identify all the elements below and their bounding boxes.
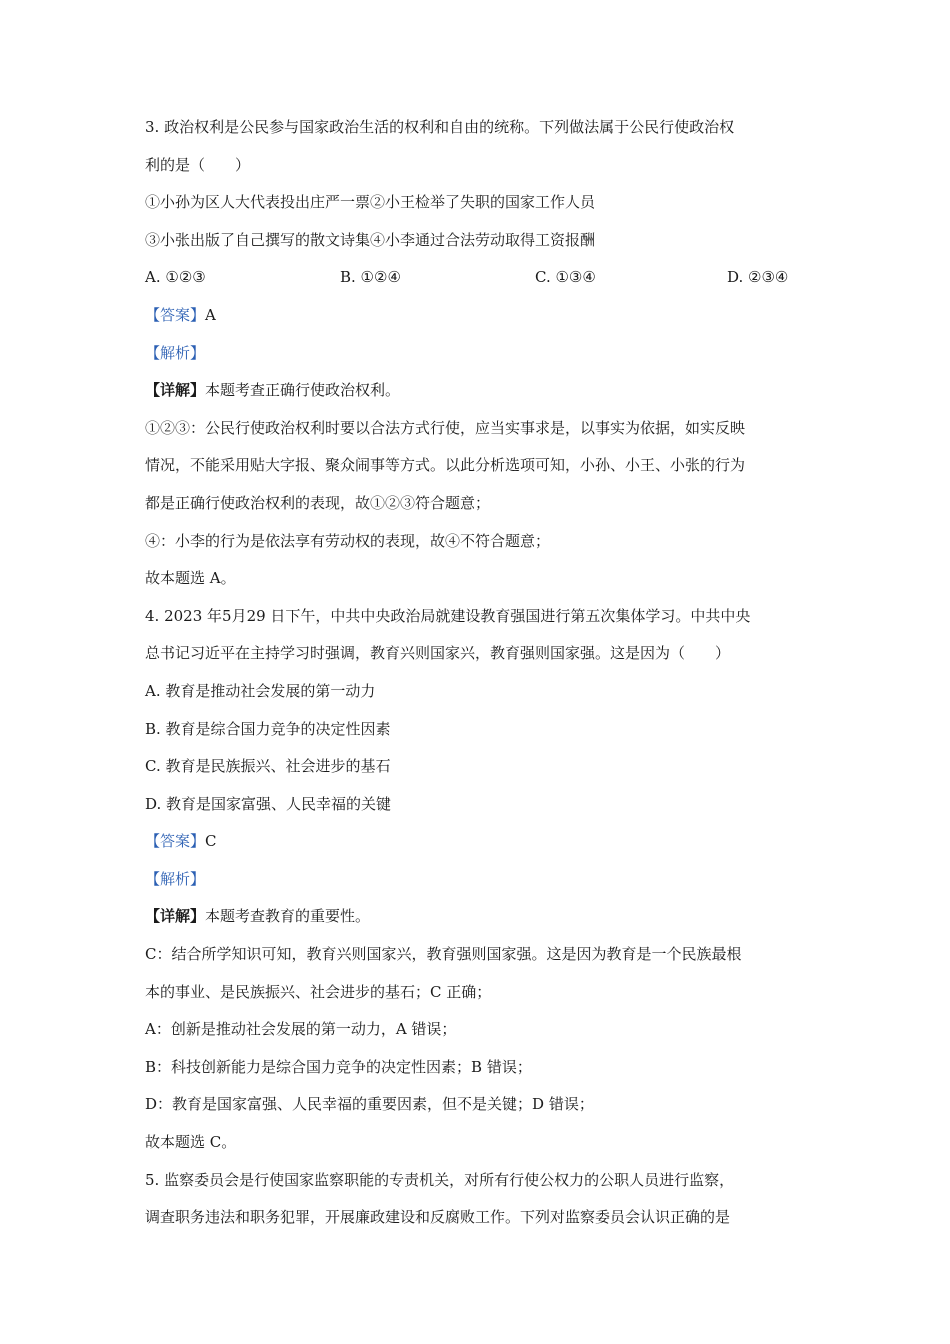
q4-answer <box>145 832 810 851</box>
q4-analysis-tag: 【解析】 <box>145 869 206 888</box>
q4-option-a: A. 教育是推动社会发展的第一动力 <box>145 681 376 700</box>
q3-conclusion: 故本题选 A。 <box>145 569 236 588</box>
q3-option-b: B. ①②④ <box>340 268 401 287</box>
q3-option-a: A. ①②③ <box>145 268 206 287</box>
q3-explain-line-4: ④：小李的行为是依法享有劳动权的表现，故④不符合题意； <box>145 531 551 550</box>
document-page <box>145 118 810 1246</box>
q4-detail-tag: 【详解】 <box>145 907 206 926</box>
q3-detail-tag: 【详解】 <box>145 381 206 400</box>
q3-explain-line-2: 情况，不能采用贴大字报、聚众闹事等方式。以此分析选项可知，小孙、小王、小张的行为 <box>145 456 746 475</box>
q3-stem-line-2: 利的是（ ） <box>145 155 251 174</box>
q4-explain-line-4: B：科技创新能力是综合国力竞争的决定性因素；B 错误； <box>145 1057 532 1076</box>
q3-answer-value: A <box>205 305 216 324</box>
q3-option-d: D. ②③④ <box>727 268 789 287</box>
q5-stem-line-2: 调查职务违法和职务犯罪，开展廉政建设和反腐败工作。下列对监察委员会认识正确的是 <box>145 1208 731 1227</box>
q4-analysis <box>145 870 810 889</box>
q5-stem-line-1: 5. 监察委员会是行使国家监察职能的专责机关，对所有行使公权力的公职人员进行监察， <box>145 1170 735 1189</box>
q4-stem-line-2: 总书记习近平在主持学习时强调，教育兴则国家兴，教育强则国家强。这是因为（ ） <box>145 644 731 663</box>
q3-explain-line-3: 都是正确行使政治权利的表现，故①②③符合题意； <box>145 493 491 512</box>
q3-item-line-1: ①小孙为区人大代表投出庄严一票②小王检举了失职的国家工作人员 <box>145 193 596 212</box>
q4-detail <box>145 907 810 926</box>
q4-option-d: D. 教育是国家富强、人民幸福的关键 <box>145 794 392 813</box>
q3-analysis <box>145 344 810 363</box>
q4-detail-text: 本题考查教育的重要性。 <box>205 907 371 926</box>
q3-detail <box>145 381 810 400</box>
q4-option-c: C. 教育是民族振兴、社会进步的基石 <box>145 757 391 776</box>
q3-explain-line-1: ①②③：公民行使政治权利时要以合法方式行使，应当实事求是，以事实为依据，如实反映 <box>145 418 746 437</box>
q4-option-b: B. 教育是综合国力竞争的决定性因素 <box>145 719 391 738</box>
q4-explain-line-1: C：结合所学知识可知，教育兴则国家兴，教育强则国家强。这是因为教育是一个民族最根 <box>145 945 742 964</box>
q3-stem-line-1: 3. 政治权利是公民参与国家政治生活的权利和自由的统称。下列做法属于公民行使政治权 <box>145 118 735 136</box>
q4-stem-line-1: 4. 2023 年5月29 日下午，中共中央政治局就建设教育强国进行第五次集体学习。中共中央 <box>145 606 751 625</box>
q4-conclusion: 故本题选 C。 <box>145 1133 237 1152</box>
q3-detail-text: 本题考查正确行使政治权利。 <box>205 381 401 400</box>
q3-analysis-tag: 【解析】 <box>145 343 206 362</box>
q4-explain-line-2: 本的事业、是民族振兴、社会进步的基石；C 正确； <box>145 982 492 1001</box>
q3-option-c: C. ①③④ <box>535 268 596 287</box>
q3-answer <box>145 306 810 325</box>
q4-explain-line-5: D：教育是国家富强、人民幸福的重要因素，但不是关键；D 错误； <box>145 1095 594 1114</box>
q4-explain-line-3: A：创新是推动社会发展的第一动力，A 错误； <box>145 1020 457 1039</box>
q3-answer-tag: 【答案】 <box>145 305 206 324</box>
q3-options <box>145 268 810 287</box>
q3-item-line-2: ③小张出版了自己撰写的散文诗集④小李通过合法劳动取得工资报酬 <box>145 230 596 249</box>
q4-answer-value: C <box>205 832 217 851</box>
q4-answer-tag: 【答案】 <box>145 832 206 851</box>
